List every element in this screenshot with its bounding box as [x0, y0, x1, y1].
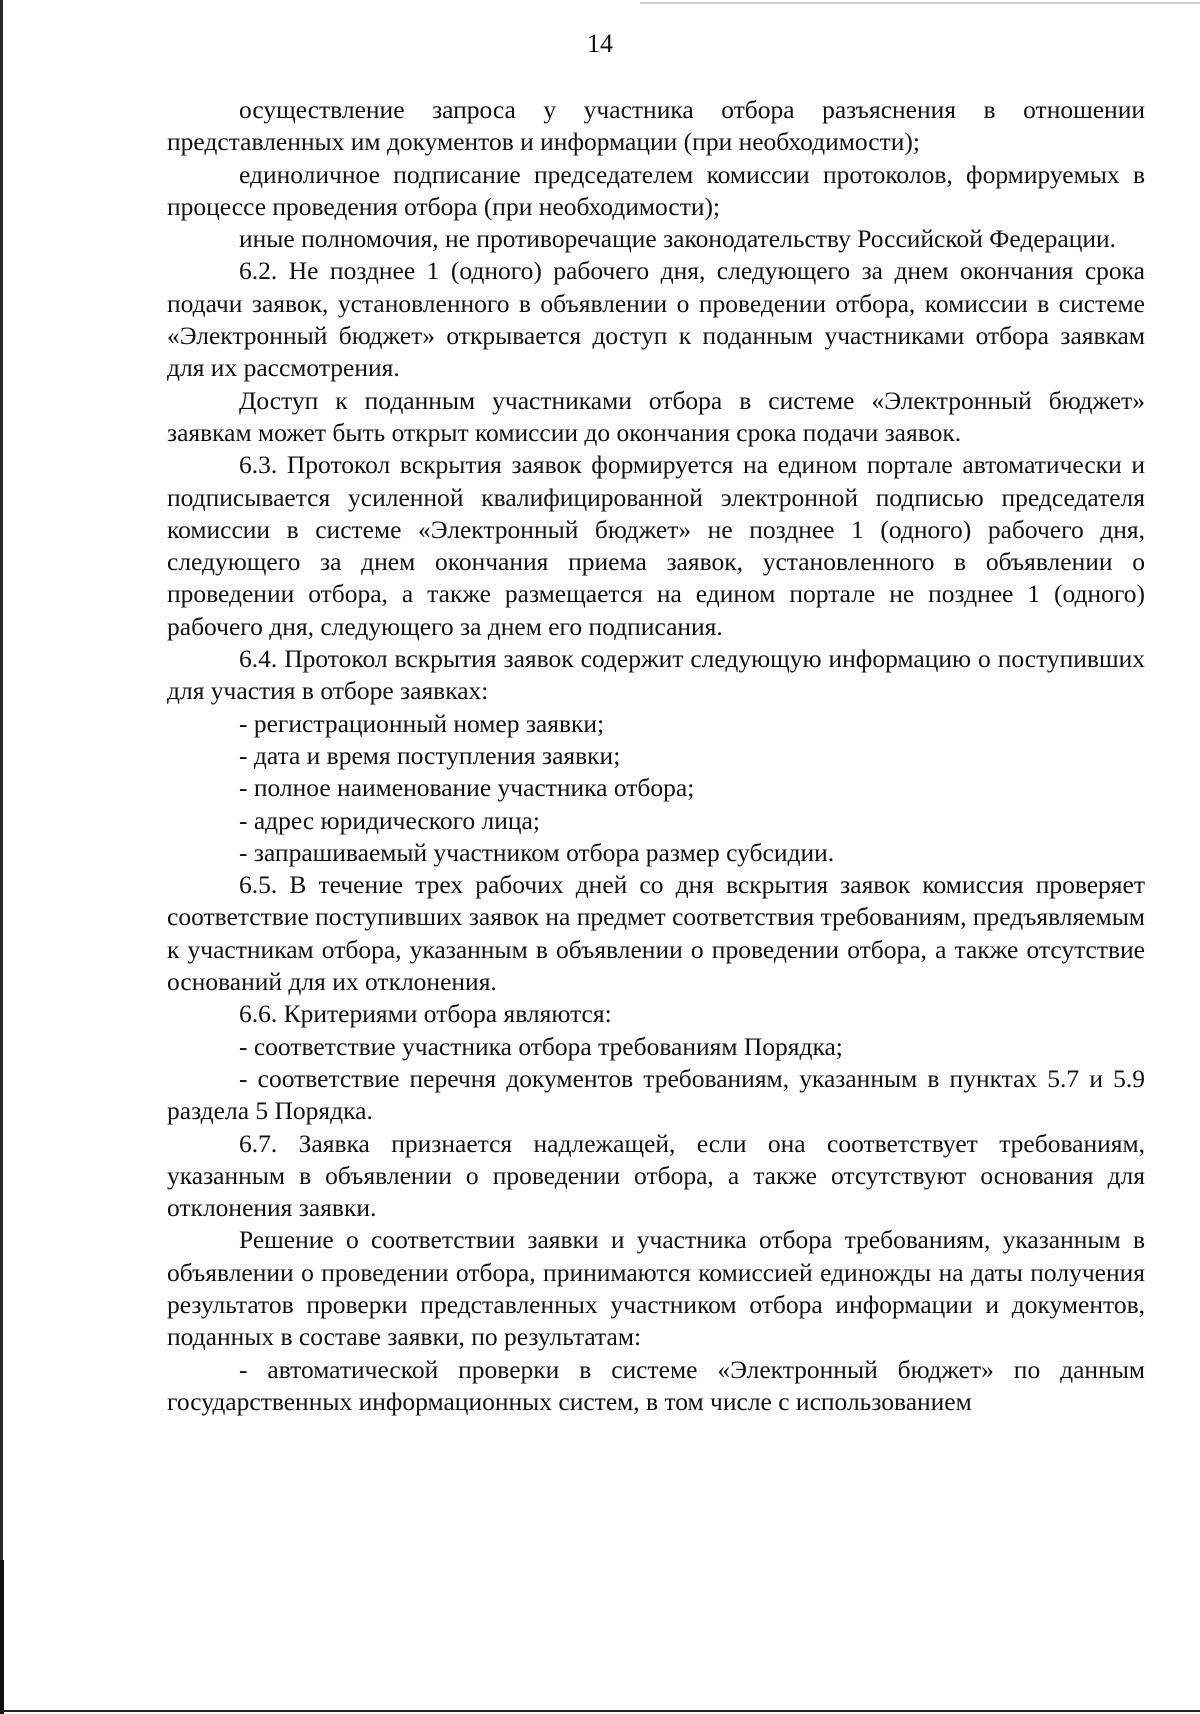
- paragraph-6-7: 6.7. Заявка признается надлежащей, если она соответствует требованиям, указанным в объявлении о проведении отбора, а также отсутствуют основания для отклонения заявки.: [167, 1128, 1145, 1223]
- paragraph-6-5: 6.5. В течение трех рабочих дней со дня вскрытия заявок комиссия проверяет соответствие поступивших заявок на предмет соответствия требованиям, предъявляемым к участникам отбора, указанным в объявлении о проведении отбора, а также отсутствие оснований для их отклонения.: [167, 870, 1145, 997]
- list-item-subsidy-amount: - запрашиваемый участником отбора размер субсидии.: [239, 837, 835, 867]
- paragraph-6-4: 6.4. Протокол вскрытия заявок содержит следующую информацию о поступивших для участия в отборе заявках:: [167, 644, 1145, 706]
- paragraph-other-powers: иные полномочия, не противоречащие законодательству Российской Федерации.: [239, 224, 1117, 254]
- paragraph-compliance-decision: Решение о соответствии заявки и участника отбора требованиям, указанным в объявлении о проведении отбора, принимаются комиссией единожды на даты получения результатов проверки представленных участником отбора информации и документов, поданных в составе заявки, по результатам:: [167, 1225, 1145, 1352]
- document-body: [167, 94, 1145, 1418]
- paragraph-sole-signing: единоличное подписание председателем комиссии протоколов, формируемых в процессе проведения отбора (при необходимости);: [167, 159, 1145, 221]
- list-item-full-name: - полное наименование участника отбора;: [239, 773, 695, 803]
- paragraph-request-clarification: осуществление запроса у участника отбора разъяснения в отношении представленных им документов и информации (при необходимости);: [167, 95, 1145, 157]
- list-item-automatic-check: - автоматической проверки в системе «Электронный бюджет» по данным государственных информационных систем, в том числе с использованием: [167, 1354, 1145, 1416]
- list-item-legal-address: - адрес юридического лица;: [239, 805, 540, 835]
- page-number: 14: [587, 29, 613, 58]
- scan-bottom-border: [0, 1710, 1200, 1712]
- paragraph-access-to-applications: Доступ к поданным участниками отбора в системе «Электронный бюджет» заявкам может быть открыт комиссии до окончания срока подачи заявок.: [167, 385, 1145, 447]
- paragraph-6-2: 6.2. Не позднее 1 (одного) рабочего дня, следующего за днем окончания срока подачи заявок, установленного в объявлении о проведении отбора, комиссии в системе «Электронный бюджет» открывается доступ к поданным участниками отбора заявкам для их рассмотрения.: [167, 256, 1145, 383]
- paragraph-6-6: 6.6. Критериями отбора являются:: [239, 999, 612, 1029]
- list-item-date-time: - дата и время поступления заявки;: [239, 740, 621, 770]
- scan-left-border: [0, 0, 3, 1714]
- scan-left-border-dark: [0, 1560, 4, 1714]
- list-item-documents-compliance: - соответствие перечня документов требованиям, указанным в пунктах 5.7 и 5.9 раздела 5 Порядка.: [167, 1063, 1145, 1126]
- scan-top-border: [640, 2, 1200, 4]
- list-item-registration-number: - регистрационный номер заявки;: [239, 708, 605, 738]
- paragraph-6-3: 6.3. Протокол вскрытия заявок формируется на едином портале автоматически и подписывается усиленной квалифицированной электронной подписью председателя комиссии в системе «Электронный бюджет» не позднее 1 (одного) рабочего дня, следующего за днем окончания приема заявок, установленного в объявлении о проведении отбора, а также размещается на едином портале не позднее 1 (одного) рабочего дня, следующего за днем его подписания.: [167, 450, 1145, 641]
- list-item-participant-compliance: - соответствие участника отбора требованиям Порядка;: [239, 1031, 843, 1061]
